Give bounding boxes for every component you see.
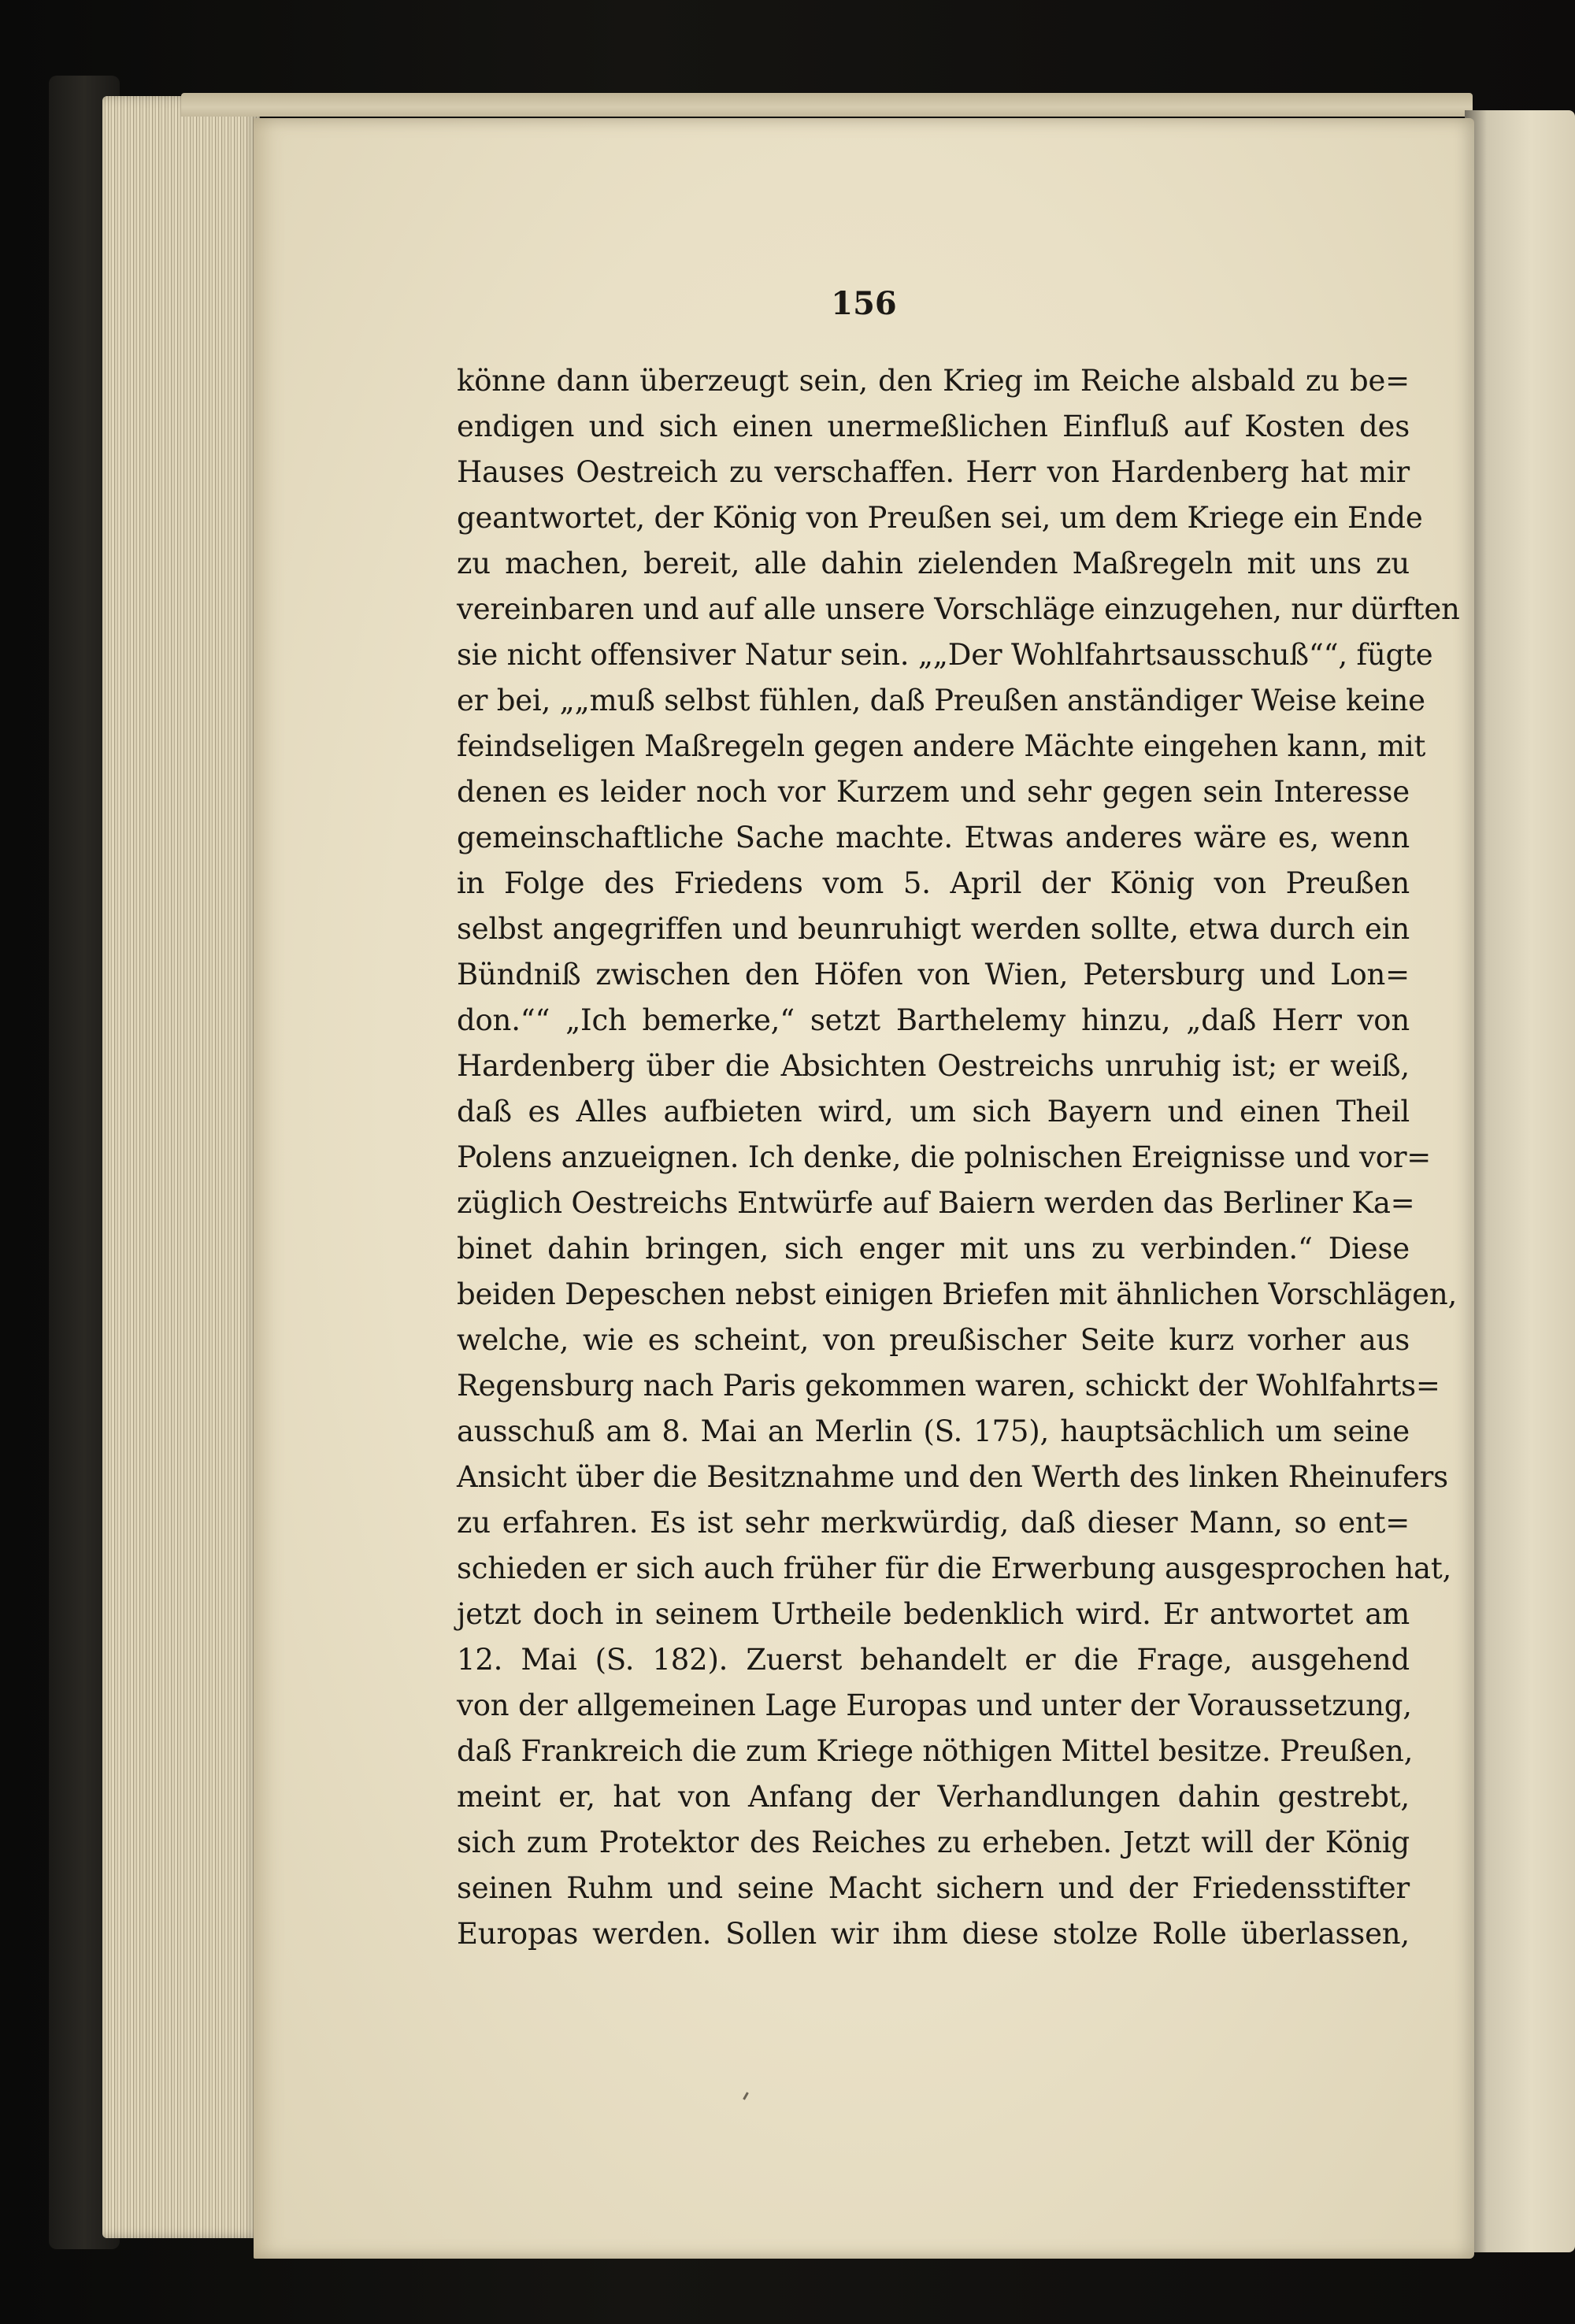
text-line: jetzt doch in seinem Urtheile bedenklich wird. Er antwortet am <box>457 1597 1410 1631</box>
text-line: endigen und sich einen unermeßlichen Einfluß auf Kosten des <box>457 410 1410 443</box>
text-line: daß es Alles aufbieten wird, um sich Bayern und einen Theil <box>457 1095 1410 1129</box>
text-line: sich zum Protektor des Reiches zu erheben. Jetzt will der König <box>457 1825 1410 1859</box>
text-line: in Folge des Friedens vom 5. April der König von Preußen <box>457 866 1410 900</box>
page-edges <box>102 96 260 2238</box>
text-line: welche, wie es scheint, von preußischer Seite kurz vorher aus <box>457 1323 1410 1357</box>
text-line: selbst angegriffen und beunruhigt werden sollte, etwa durch ein <box>457 912 1410 946</box>
text-line: Hauses Oestreich zu verschaffen. Herr von Hardenberg hat mir <box>457 455 1410 489</box>
text-line: ausschuß am 8. Mai an Merlin (S. 175), hauptsächlich um seine <box>457 1414 1410 1448</box>
text-line: 12. Mai (S. 182). Zuerst behandelt er die Frage, ausgehend <box>457 1643 1410 1677</box>
body-text <box>457 358 1460 1957</box>
ink-mark <box>743 2092 749 2100</box>
text-line: züglich Oestreichs Entwürfe auf Baiern werden das Berliner Ka= <box>457 1186 1415 1220</box>
text-line: vereinbaren und auf alle unsere Vorschläge einzugehen, nur dürften <box>457 592 1460 626</box>
text-line: könne dann überzeugt sein, den Krieg im Reiche alsbald zu be= <box>457 364 1410 398</box>
book-page <box>254 118 1474 2259</box>
text-line: Regensburg nach Paris gekommen waren, schickt der Wohlfahrts= <box>457 1369 1440 1403</box>
text-line: beiden Depeschen nebst einigen Briefen mit ähnlichen Vorschlägen, <box>457 1277 1458 1311</box>
text-line: denen es leider noch vor Kurzem und sehr gegen sein Interesse <box>457 775 1410 809</box>
text-line: don.““ „Ich bemerke,“ setzt Barthelemy hinzu, „daß Herr von <box>457 1003 1410 1037</box>
text-line: gemeinschaftliche Sache machte. Etwas anderes wäre es, wenn <box>457 821 1410 854</box>
text-line: Ansicht über die Besitznahme und den Werth des linken Rheinufers <box>457 1460 1448 1494</box>
text-line: geantwortet, der König von Preußen sei, um dem Kriege ein Ende <box>457 501 1423 535</box>
page-number: 156 <box>831 285 897 322</box>
text-line: feindseligen Maßregeln gegen andere Mächte eingehen kann, mit <box>457 729 1426 763</box>
text-line: daß Frankreich die zum Kriege nöthigen Mittel besitze. Preußen, <box>457 1734 1414 1768</box>
text-line: zu machen, bereit, alle dahin zielenden Maßregeln mit uns zu <box>457 547 1410 580</box>
text-line: Polens anzueignen. Ich denke, die polnischen Ereignisse und vor= <box>457 1140 1432 1174</box>
facing-page <box>1465 110 1575 2252</box>
text-line: Hardenberg über die Absichten Oestreichs unruhig ist; er weiß, <box>457 1049 1410 1083</box>
text-line: seinen Ruhm und seine Macht sichern und der Friedensstifter <box>457 1871 1410 1905</box>
text-line: er bei, „„muß selbst fühlen, daß Preußen anständiger Weise keine <box>457 684 1425 717</box>
text-line: zu erfahren. Es ist sehr merkwürdig, daß dieser Mann, so ent= <box>457 1506 1410 1540</box>
text-line: von der allgemeinen Lage Europas und unter der Voraussetzung, <box>457 1688 1412 1722</box>
text-line: sie nicht offensiver Natur sein. „„Der Wohlfahrtsausschuß““, fügte <box>457 638 1433 672</box>
text-line: Europas werden. Sollen wir ihm diese stolze Rolle überlassen, <box>457 1917 1410 1951</box>
text-line: schieden er sich auch früher für die Erwerbung ausgesprochen hat, <box>457 1551 1452 1585</box>
page-edges-top <box>181 93 1473 117</box>
text-line: meint er, hat von Anfang der Verhandlungen dahin gestrebt, <box>457 1780 1410 1814</box>
text-line: binet dahin bringen, sich enger mit uns zu verbinden.“ Diese <box>457 1232 1410 1266</box>
text-line: Bündniß zwischen den Höfen von Wien, Petersburg und Lon= <box>457 958 1410 991</box>
